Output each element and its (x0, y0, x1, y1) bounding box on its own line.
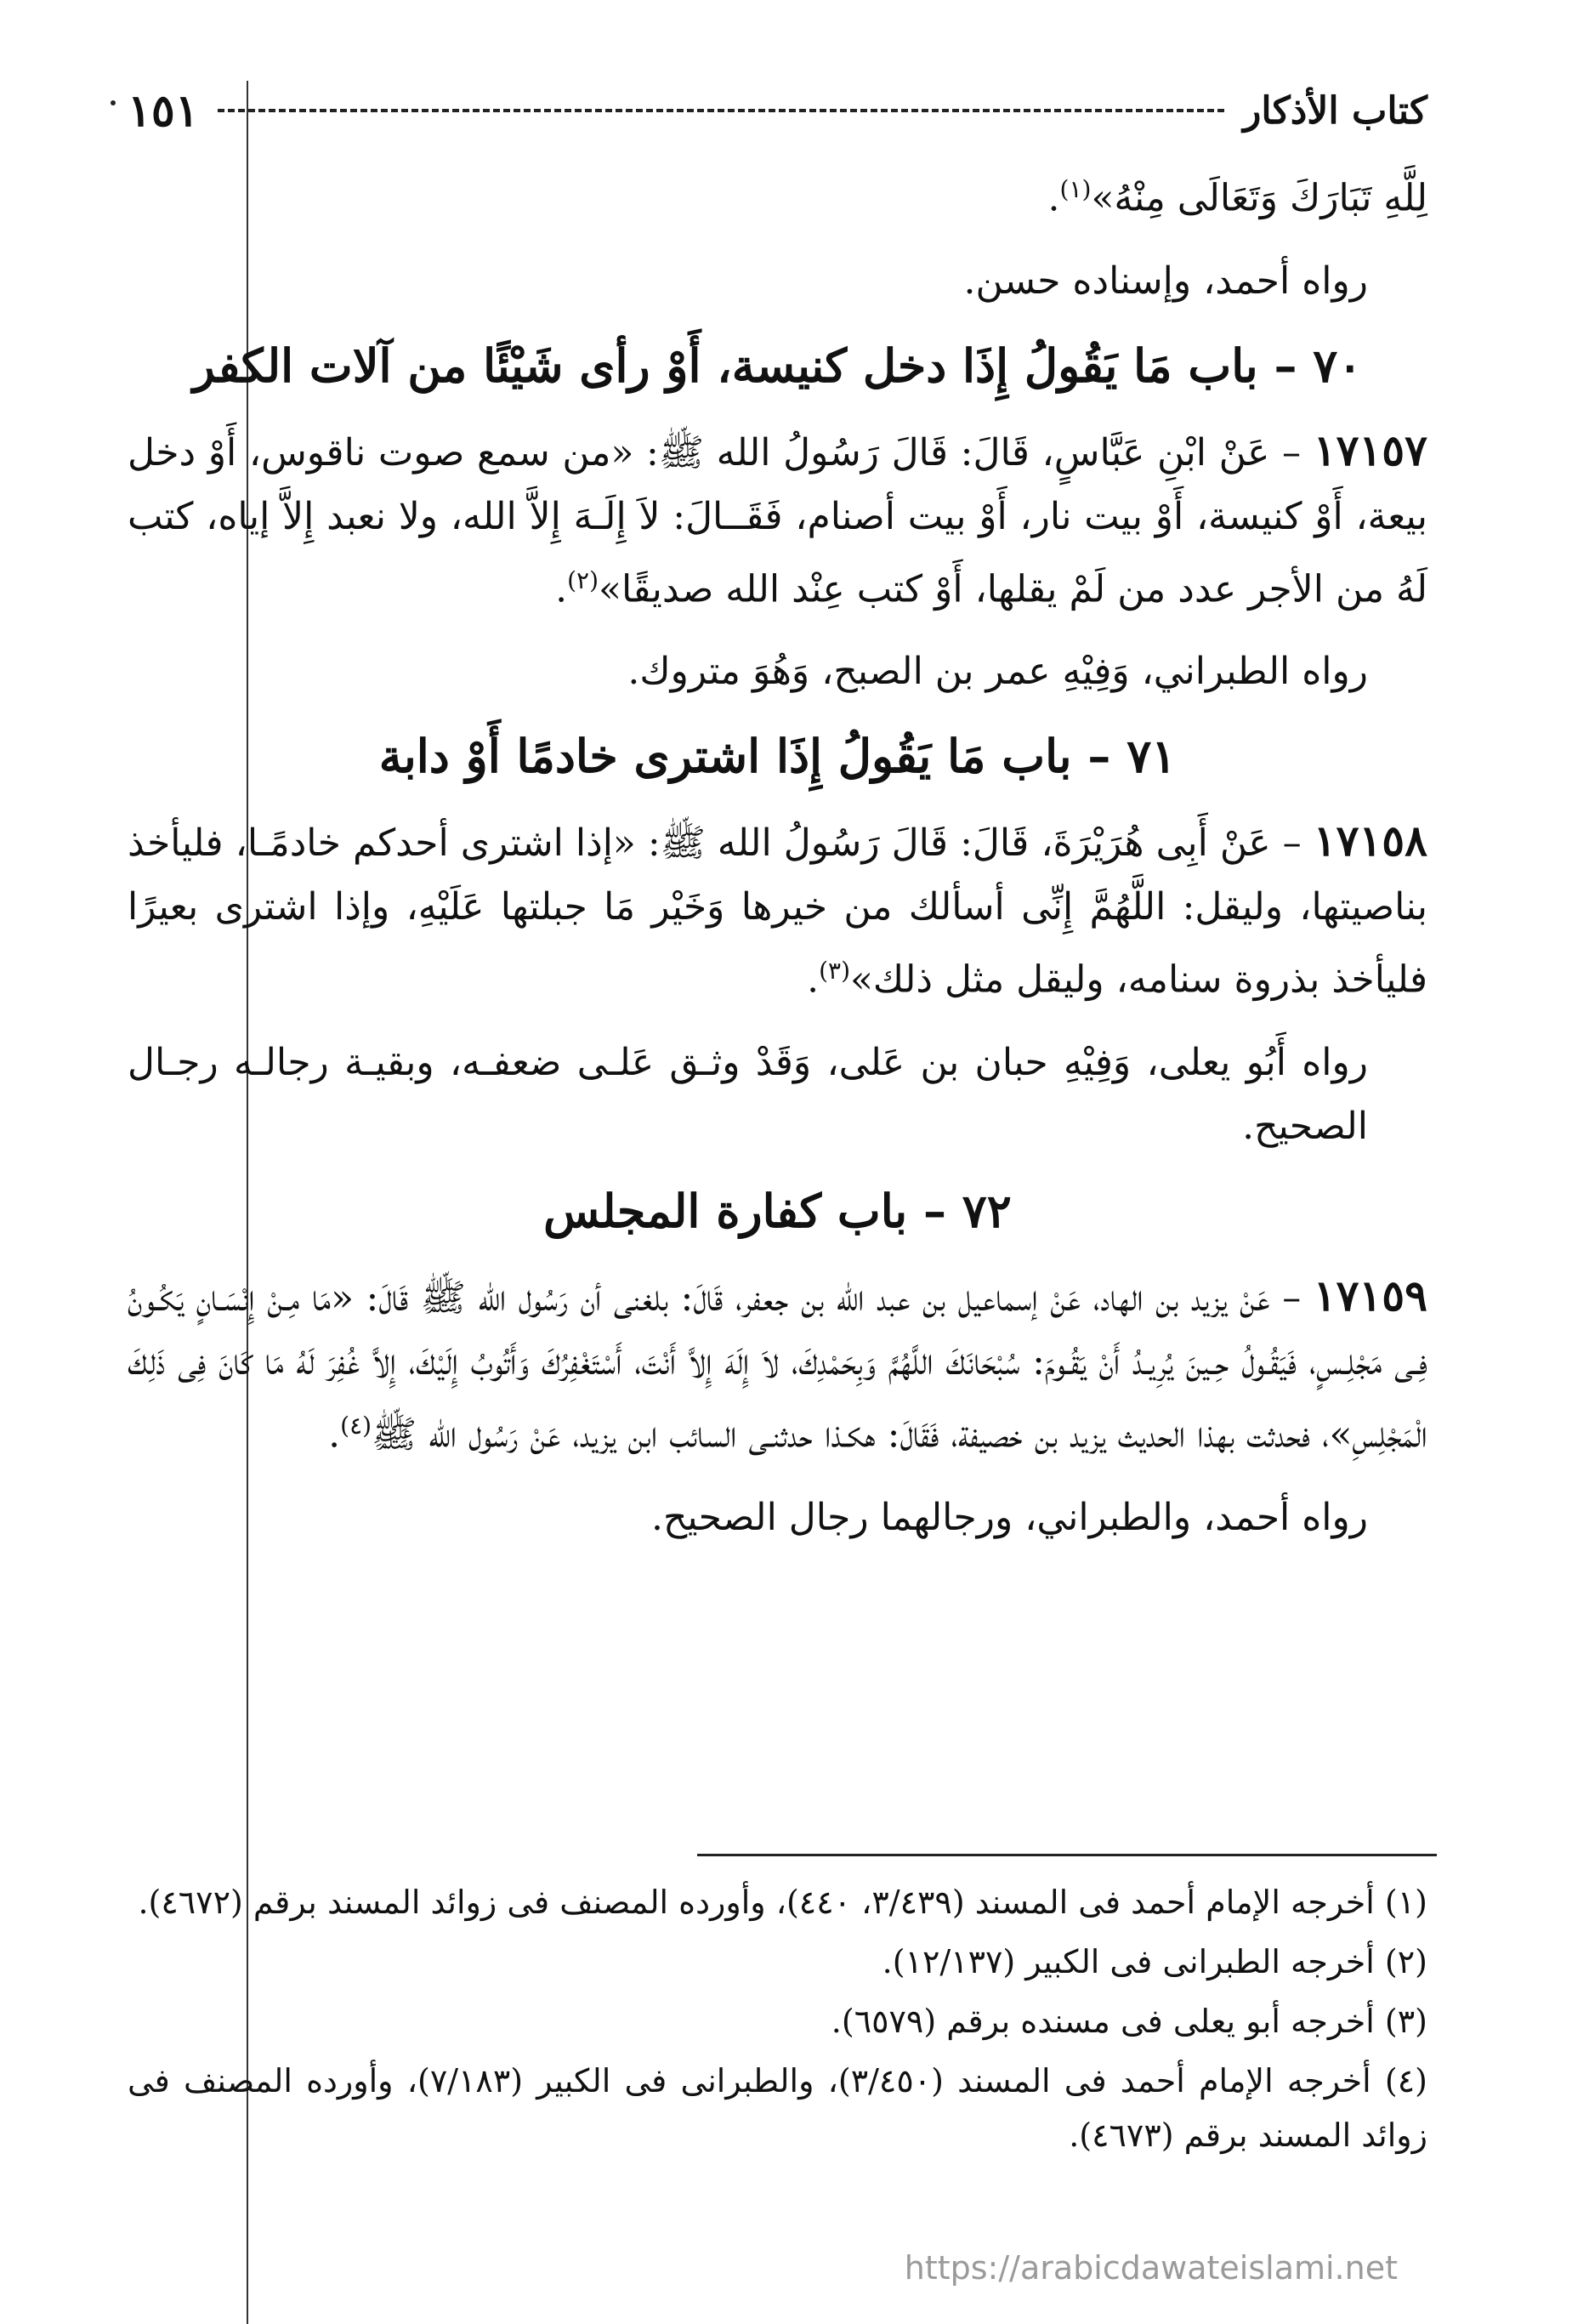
header-dashes (218, 109, 1224, 112)
running-header (128, 81, 1427, 140)
footnote-4: (٤) أخرجه الإمام أحمد فى المسند (٣/٤٥٠)، والطبرانى فى الكبير (٧/١٨٣)، وأورده المصنف فى زوائد المسند برقم (٤٦٧٣). (128, 2062, 1427, 2154)
chapter-heading-71: ٧١ – باب مَا يَقُولُ إِذَا اشترى خادمًا أَوْ دابة (378, 729, 1177, 784)
footnote-ref[interactable]: (٤) (340, 1411, 372, 1440)
main-text (128, 157, 1427, 1568)
footnote-2: (٢) أخرجه الطبرانى فى الكبير (١٢/١٣٧). (882, 1943, 1427, 1980)
hadith-number: ١٧١٥٩ (1313, 1270, 1427, 1321)
footnote-1: (١) أخرجه الإمام أحمد فى المسند (٣/٤٣٩، ٤٤٠)، وأورده المصنف فى زوائد المسند برقم (٤٦٧٢). (138, 1884, 1427, 1921)
margin-dot (111, 100, 116, 105)
footnote-ref[interactable]: (٣) (819, 957, 850, 986)
footnote-separator (697, 1854, 1437, 1856)
hadith-17159: ١٧١٥٩ – عَنْ يزيد بن الهاد، عَنْ إسماعيل بن عبد الله بن جعفر، قَالَ: بلغنى أن رَسُول الله ﷺ قَالَ: «مَا مِـنْ إِنْسَـانٍ يَكُـونُ فِـى مَجْلِـسٍ، فَيَقُـولُ حِـينَ يُرِيـدُ أَنْ يَقُـومَ: سُبْحَانَكَ اللَّهُمَّ وَبِحَمْدِكَ، لاَ إِلَهَ إِلاَّ أَنْتَ، أَسْتَغْفِرُكَ وَأَتُوبُ إِلَيْكَ، إِلاَّ غُفِرَ لَهُ مَا كَانَ فِى ذَلِكَ الْمَجْلِسِ»، فحدثت بهذا الحديث يزيد بن خصيفة، فَقَالَ: هكـذا حدثنـى السائب ابن يزيد، عَنْ رَسُول الله ﷺ$^{(٤)}$. (128, 1270, 1427, 1457)
narration-note: رواه أحمد، وإسناده حسن. (963, 259, 1368, 303)
footnotes (128, 1875, 1427, 2168)
narration-note: رواه أَبُو يعلى، وَفِيْهِ حبان بن عَلى، وَقَدْ وثـق عَلـى ضعفـه، وبقيـة رجالـه رجـال الصحيح. (128, 1040, 1368, 1148)
continued-text: لِلَّهِ تَبَارَكَ وَتَعَالَى مِنْهُ»$^{(١)}$. (1047, 175, 1427, 220)
footnote-ref[interactable]: (٢) (567, 565, 599, 594)
hadith-number: ١٧١٥٧ (1313, 424, 1427, 475)
book-title: كتاب الأذكار (1243, 88, 1427, 133)
chapter-heading-72: ٧٢ – باب كفارة المجلس (543, 1183, 1012, 1238)
chapter-heading-70: ٧٠ – باب مَا يَقُولُ إِذَا دخل كنيسة، أَوْ رأى شَيْئًا من آلات الكفر (192, 338, 1363, 393)
narration-note: رواه أحمد، والطبراني، ورجالهما رجال الصحيح. (650, 1495, 1368, 1539)
page-number: ١٥١ (128, 84, 199, 137)
hadith-number: ١٧١٥٨ (1313, 815, 1427, 867)
watermark-url: https://arabicdawateislami.net (904, 2249, 1398, 2287)
hadith-17157: ١٧١٥٧ – عَنْ ابْنِ عَبَّاسٍ، قَالَ: قَالَ رَسُولُ الله ﷺ: «من سمع صوت ناقوس، أَوْ دخل بيعة، أَوْ كنيسة، أَوْ بيت نار، أَوْ بيت أصنام، فَقَــالَ: لاَ إِلَـهَ إِلاَّ الله، ولا نعبد إِلاَّ إياه، كتب لَهُ من الأجر عدد من لَمْ يقلها، أَوْ كتب عِنْد الله صديقًا»$^{(٢)}$. (128, 424, 1427, 611)
footnote-ref[interactable]: (١) (1059, 175, 1092, 203)
footnote-3: (٣) أخرجه أبو يعلى فى مسنده برقم (٦٥٧٩). (831, 2003, 1427, 2040)
hadith-17158: ١٧١٥٨ – عَنْ أَبِى هُرَيْرَةَ، قَالَ: قَالَ رَسُولُ الله ﷺ: «إذا اشترى أحدكم خادمًـا، فليأخذ بناصيتها، وليقل: اللَّهُمَّ إِنِّى أسألك من خيرها وَخَيْر مَا جبلتها عَلَيْهِ، وإذا اشترى بعيرًا فليأخذ بذروة سنامه، وليقل مثل ذلك»$^{(٣)}$. (128, 815, 1427, 1002)
narration-note: رواه الطبراني، وَفِيْهِ عمر بن الصبح، وَهُوَ متروك. (627, 650, 1368, 694)
